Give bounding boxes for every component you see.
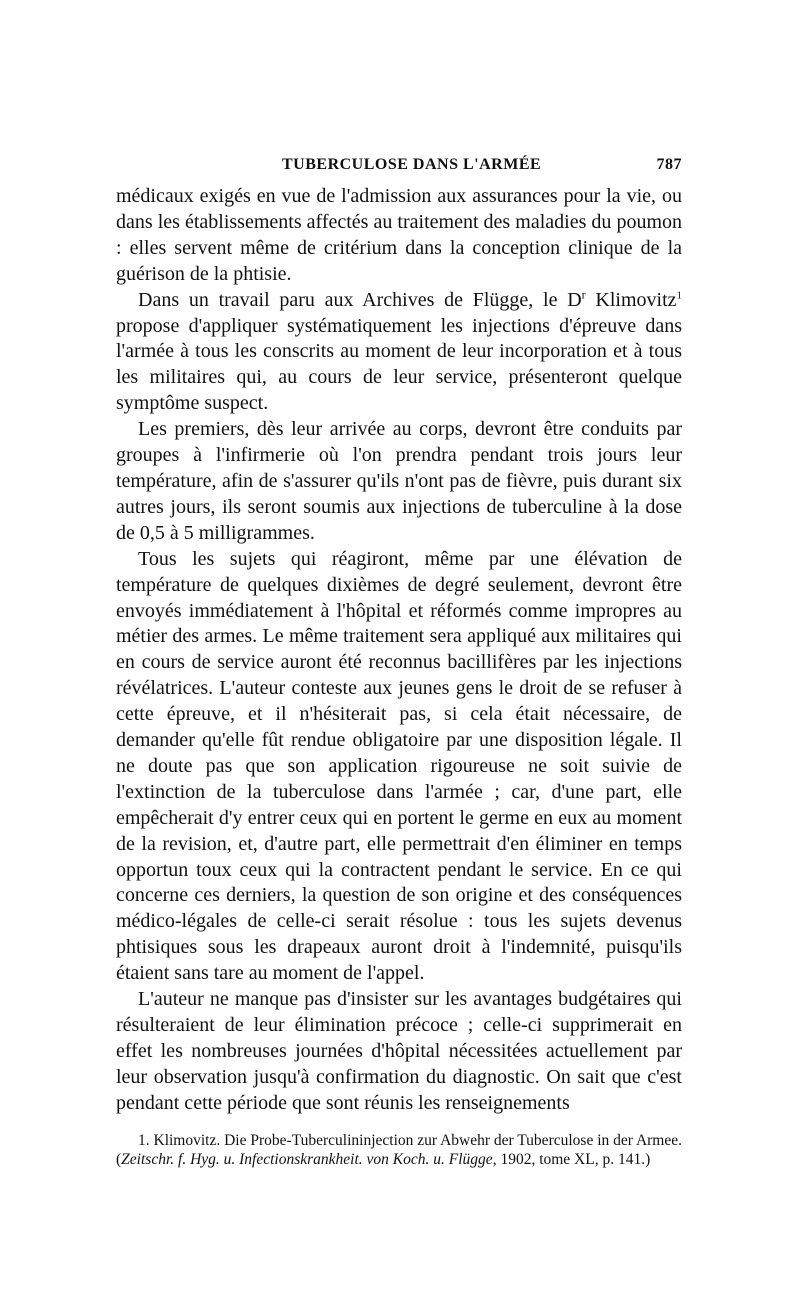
body-text bbox=[116, 184, 682, 1117]
paragraph-klimovitz bbox=[116, 288, 682, 418]
page-number: 787 bbox=[656, 156, 682, 173]
paragraph-conscripts: Les premiers, dès leur arrivée au corps, devront être conduits par groupes à l'infirmerie où l'on prendra pendant trois jours leur température, afin de s'assurer qu'ils n'ont pas de fièvre, puis durant six autres jours, ils seront soumis aux injections de tuberculine à la dose de 0,5 à 5 milligrammes. bbox=[116, 418, 682, 544]
running-head-title: TUBERCULOSE DANS L'ARMÉE bbox=[282, 156, 542, 173]
footnote-reference: 1 bbox=[676, 288, 682, 301]
paragraph-continuation: médicaux exigés en vue de l'admission aux assurances pour la vie, ou dans les établissements affectés au traitement des maladies du poumon : elles servent même de critérium dans la conception clinique de la guérison de la phtisie. bbox=[116, 185, 682, 285]
paragraph-text: Dans un travail paru aux Archives de Flügge, le D bbox=[138, 288, 582, 311]
footnote-title: Die Probe-Tuberculininjection zur Abwehr der Tuberculose in der Armee. ( bbox=[116, 1131, 682, 1168]
footnote bbox=[116, 1131, 682, 1169]
footnote-journal: Zeitschr. f. Hyg. u. Infectionskrankheit. von Koch. u. Flügge bbox=[121, 1150, 493, 1168]
doctor-abbrev-superscript: r bbox=[581, 286, 586, 301]
paragraph-text: propose d'appliquer systématiquement les injections d'épreuve dans l'armée à tous les conscrits au moment de leur incorporation et à tous les militaires qui, au cours de leur service, présenteront quelque symptôme suspect. bbox=[116, 314, 682, 415]
author-name: Klimovitz bbox=[585, 288, 677, 311]
footnote-author: Klimovitz. bbox=[149, 1131, 221, 1149]
footnote-number: 1. bbox=[138, 1131, 150, 1149]
book-page bbox=[116, 156, 682, 1169]
paragraph-budget: L'auteur ne manque pas d'insister sur les avantages budgétaires qui résulteraient de leur élimination précoce ; celle-ci supprimerait en effet les nombreuses journées d'hôpital nécessitées actuellement par leur observation jusqu'à confirmation du diagnostic. On sait que c'est pendant cette période que sont réunis les renseignements bbox=[116, 988, 682, 1114]
footnote-text bbox=[116, 1131, 682, 1169]
paragraph-reactions: Tous les sujets qui réagiront, même par une élévation de température de quelques dixièmes de degré seulement, devront être envoyés immédiatement à l'hôpital et réformés comme impropres au métier des armes. Le même traitement sera appliqué aux militaires qui en cours de service auront été reconnus bacillifères par les injections révélatrices. L'auteur conteste aux jeunes gens le droit de se refuser à cette épreuve, et il n'hésiterait pas, si cela était nécessaire, de demander qu'elle fût rendue obligatoire par une disposition légale. Il ne doute pas que son application rigoureuse ne soit suivie de l'extinction de la tuberculose dans l'armée ; car, d'une part, elle empêcherait d'y entrer ceux qui en portent le germe en eux au moment de la revision, et, d'autre part, elle permettrait d'en éliminer en temps opportun toux ceux qui la contractent pendant le service. En ce qui concerne ces derniers, la question de son origine et des conséquences médico-légales de celle-ci serait résolue : tous les sujets devenus phtisiques sous les drapeaux auront droit à l'indemnité, puisqu'ils étaient sans tare au moment de l'appel. bbox=[116, 547, 682, 985]
running-head bbox=[116, 156, 682, 180]
footnote-details: , 1902, tome XL, p. 141.) bbox=[492, 1150, 651, 1168]
